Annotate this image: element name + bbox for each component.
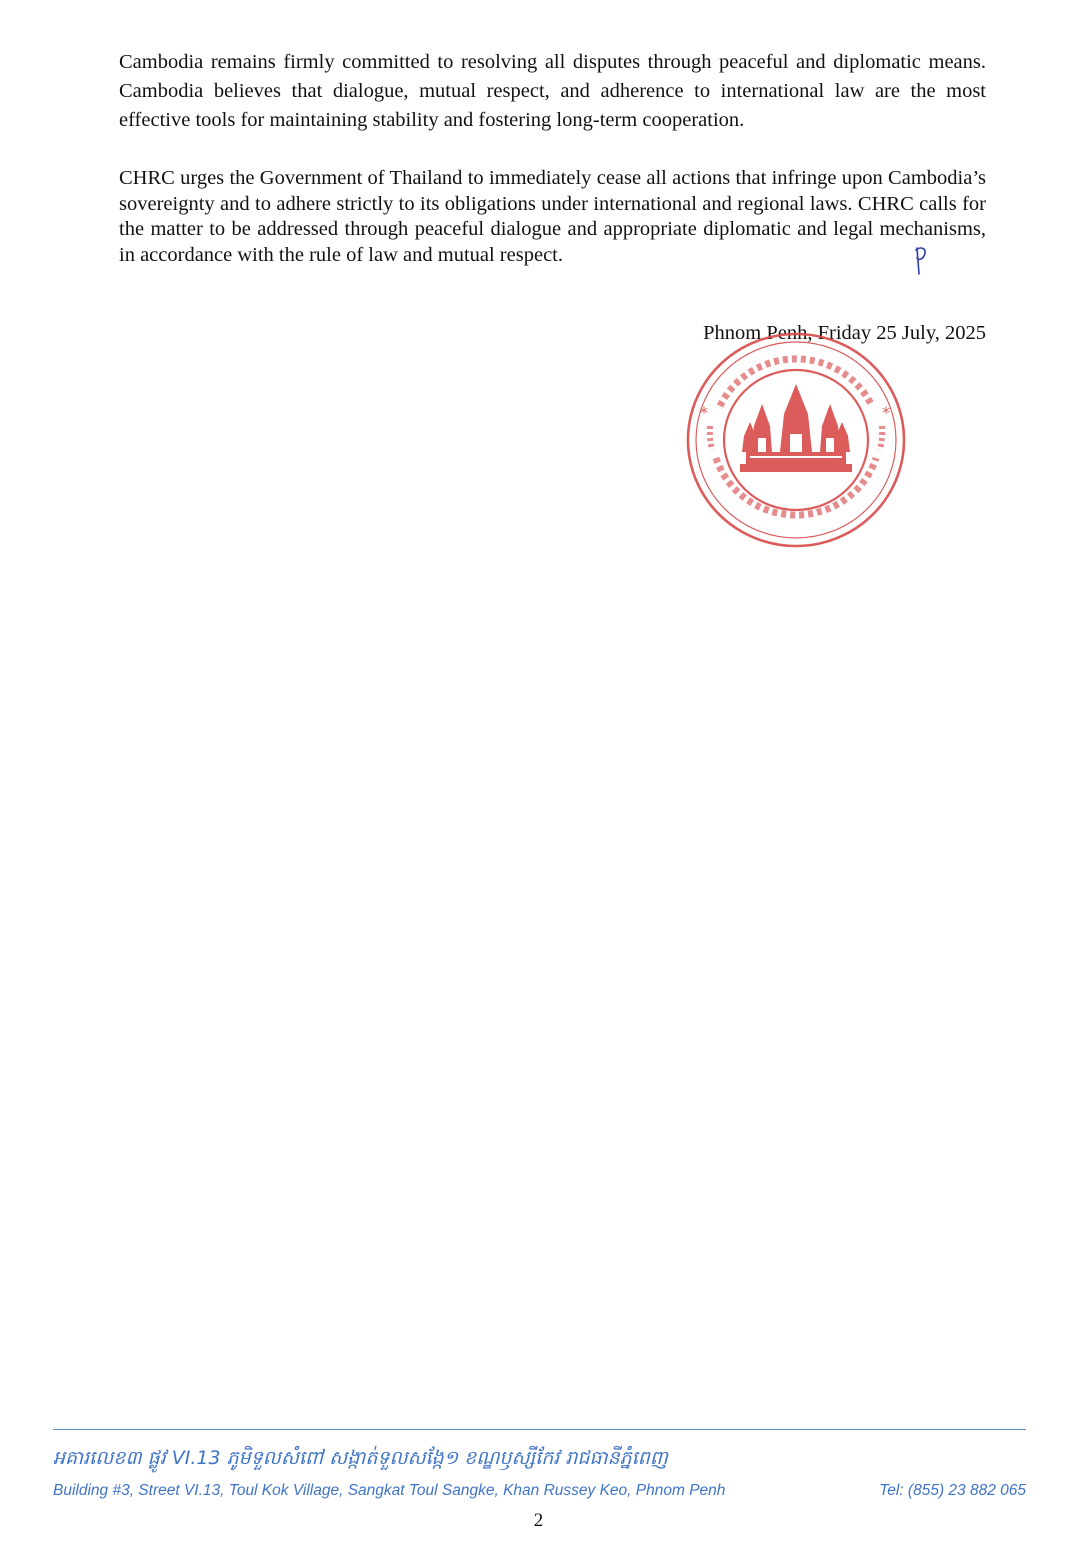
body-paragraph-1: Cambodia remains firmly committed to resolving all disputes through peaceful and diplomatic means. Cambodia believes that dialogue, mutual respect, and adherence to international law are the most effective tools for maintaining stability and fostering long-term cooperation. (119, 51, 986, 131)
footer-telephone: Tel: (855) 23 882 065 (879, 1482, 1026, 1499)
footer-address-khmer: អគារលេខ៣ ផ្លូវ VI.13 ភូមិទួលសំពៅ សង្កាត់ទួលសង្កែ១ ខណ្ឌឫស្សីកែវ រាជធានីភ្នំពេញ (53, 1447, 668, 1469)
svg-text:*: * (882, 403, 890, 422)
date-place-line: Phnom Penh, Friday 25 July, 2025 (703, 322, 986, 344)
footer-address-english: Building #3, Street VI.13, Toul Kok Village, Sangkat Toul Sangke, Khan Russey Keo, Phnom Penh (53, 1482, 726, 1499)
svg-text:*: * (700, 403, 708, 422)
initial-pen-mark (910, 244, 932, 278)
body-paragraph-2: CHRC urges the Government of Thailand to immediately cease all actions that infringe upon Cambodia’s sovereignty and to adhere strictly to its obligations under international and regional laws. CHRC calls for the matter to be addressed through peaceful dialogue and appropriate diplomatic and legal mechanisms, in accordance with the rule of law and mutual respect. (119, 167, 986, 266)
page-number: 2 (533, 1510, 544, 1531)
footer-divider (53, 1429, 1026, 1430)
official-seal (680, 326, 912, 556)
